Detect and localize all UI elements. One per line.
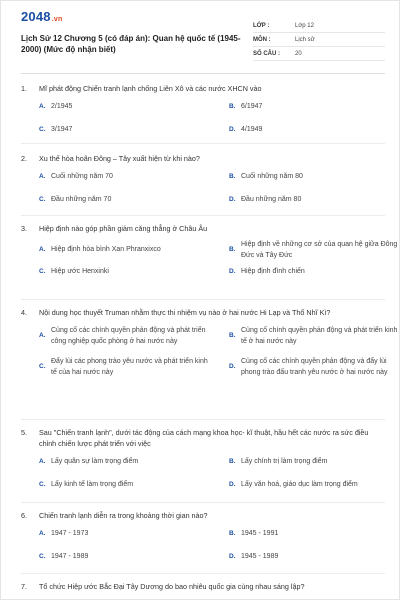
option-text: Củng cố các chính quyền phản động và phát triển công nghiệp quốc phòng ở hai nước này xyxy=(51,327,206,345)
meta-row-class xyxy=(253,19,385,33)
option-c[interactable] xyxy=(39,267,211,278)
question-text: Mĩ phát động Chiến tranh lạnh chống Liên Xô và các nước XHCN vào xyxy=(39,84,262,93)
question-number: 1. xyxy=(21,84,27,93)
option-text: Đầu những năm 80 xyxy=(241,195,302,203)
option-letter: A. xyxy=(39,332,46,340)
option-letter: C. xyxy=(39,125,46,133)
question-text: Chiến tranh lạnh diễn ra trong khoảng thời gian nào? xyxy=(39,511,208,520)
options xyxy=(39,326,398,378)
option-letter: D. xyxy=(229,195,236,203)
option-text: 3/1947 xyxy=(51,125,73,133)
option-a[interactable] xyxy=(39,240,211,261)
option-letter: C. xyxy=(39,195,46,203)
meta-value: Lịch sử xyxy=(295,36,315,43)
option-b[interactable] xyxy=(229,457,400,468)
option-letter: D. xyxy=(229,363,236,371)
option-letter: C. xyxy=(39,480,46,488)
question-separator xyxy=(21,215,385,216)
question-separator xyxy=(21,419,385,420)
question-3 xyxy=(21,223,398,278)
logo-suffix: .vn xyxy=(51,16,63,23)
question-text: Hiệp định nào góp phần giảm căng thẳng ở Châu Âu xyxy=(39,224,208,233)
option-letter: D. xyxy=(229,552,236,560)
option-b[interactable] xyxy=(229,240,400,261)
meta-value: Lớp 12 xyxy=(295,22,314,29)
options xyxy=(39,240,398,278)
option-text: 2/1945 xyxy=(51,103,73,110)
question-4 xyxy=(21,307,398,378)
question-text: Tổ chức Hiệp ước Bắc Đại Tây Dương do bao nhiêu quốc gia cùng nhau sáng lập? xyxy=(39,582,305,591)
question-text: Sau "Chiến tranh lạnh", dưới tác động của cách mạng khoa học- kĩ thuật, hầu hết các nước ra sức điều chỉnh chiến lược phát triển với việc xyxy=(39,428,369,448)
header-divider xyxy=(21,73,385,74)
question-number: 4. xyxy=(21,308,27,317)
option-text: Lấy quân sự làm trọng điểm xyxy=(51,458,139,465)
option-b[interactable] xyxy=(229,172,400,183)
option-a[interactable] xyxy=(39,457,211,468)
question-1 xyxy=(21,83,385,135)
option-c[interactable] xyxy=(39,195,211,206)
option-text: 6/1947 xyxy=(241,103,263,110)
options xyxy=(39,102,385,135)
option-text: Hiệp định về những cơ sở của quan hệ giữa Đông Đức và Tây Đức xyxy=(241,241,398,259)
options xyxy=(39,457,385,490)
page-title: Lịch Sử 12 Chương 5 (có đáp án): Quan hệ quốc tế (1945-2000) (Mức độ nhận biết) xyxy=(21,34,241,54)
option-letter: B. xyxy=(229,246,236,254)
option-a[interactable] xyxy=(39,172,211,183)
option-text: Cuối những năm 70 xyxy=(51,173,113,180)
option-text: 1945 - 1989 xyxy=(241,552,279,560)
meta-value: 20 xyxy=(295,50,302,57)
option-letter: D. xyxy=(229,480,236,488)
option-letter: B. xyxy=(229,530,236,537)
option-letter: B. xyxy=(229,103,236,110)
option-text: Hiệp ước Henxinki xyxy=(51,268,109,275)
option-text: Hiệp định hòa bình Xan Phranxixco xyxy=(51,246,161,254)
option-c[interactable] xyxy=(39,125,211,136)
option-d[interactable] xyxy=(229,195,400,206)
meta-key: MÔN : xyxy=(253,36,271,43)
option-text: Lấy chính trị làm trọng điểm xyxy=(241,458,328,465)
option-b[interactable] xyxy=(229,102,400,113)
question-number: 2. xyxy=(21,154,27,163)
meta-key: LỚP : xyxy=(253,22,270,29)
option-text: 1947 - 1973 xyxy=(51,530,89,537)
option-text: Lấy văn hoá, giáo dục làm trọng điểm xyxy=(241,480,358,488)
meta-row-subject xyxy=(253,33,385,47)
exam-meta xyxy=(253,19,385,61)
option-letter: D. xyxy=(229,125,236,133)
option-letter: C. xyxy=(39,363,46,371)
option-text: Củng cố chính quyền phản động và phát triển kinh tế ở hai nước này xyxy=(241,327,398,345)
option-b[interactable] xyxy=(229,326,400,347)
question-7 xyxy=(21,581,385,592)
option-letter: C. xyxy=(39,552,46,560)
question-2 xyxy=(21,153,385,205)
option-c[interactable] xyxy=(39,357,211,378)
question-number: 6. xyxy=(21,511,27,520)
question-separator xyxy=(21,299,385,300)
option-a[interactable] xyxy=(39,102,211,113)
option-c[interactable] xyxy=(39,552,211,563)
option-letter: A. xyxy=(39,173,46,180)
logo-text: 2048 xyxy=(21,9,51,24)
question-number: 5. xyxy=(21,428,27,437)
option-b[interactable] xyxy=(229,529,400,540)
option-c[interactable] xyxy=(39,480,211,491)
option-letter: B. xyxy=(229,458,236,465)
meta-row-count xyxy=(253,47,385,61)
option-text: Đầu những năm 70 xyxy=(51,195,112,203)
question-text: Nội dung học thuyết Truman nhằm thực thi nhiệm vụ nào ở hai nước Hi Lạp và Thổ Nhĩ Kì? xyxy=(39,308,331,317)
option-letter: A. xyxy=(39,246,46,254)
option-text: Lấy kinh tế làm trọng điểm xyxy=(51,480,134,488)
question-6 xyxy=(21,510,385,562)
option-letter: C. xyxy=(39,268,46,275)
option-letter: A. xyxy=(39,458,46,465)
option-text: 4/1949 xyxy=(241,125,263,133)
options xyxy=(39,172,385,205)
option-text: Hiệp định đình chiến xyxy=(241,268,305,275)
option-a[interactable] xyxy=(39,529,211,540)
options xyxy=(39,529,385,562)
option-a[interactable] xyxy=(39,326,211,347)
option-text: 1947 - 1989 xyxy=(51,552,89,560)
question-text: Xu thế hòa hoãn Đông – Tây xuất hiện từ khi nào? xyxy=(39,154,200,163)
question-separator xyxy=(21,143,385,144)
option-d[interactable] xyxy=(229,480,400,491)
option-d[interactable] xyxy=(229,357,400,378)
option-letter: A. xyxy=(39,530,46,537)
question-5 xyxy=(21,427,385,490)
option-d[interactable] xyxy=(229,125,400,136)
option-text: 1945 - 1991 xyxy=(241,530,279,537)
option-text: Củng cố các chính quyền phản động và đẩy lùi phong trào đấu tranh yêu nước ở hai nước này xyxy=(241,358,388,376)
option-letter: B. xyxy=(229,332,236,340)
question-separator xyxy=(21,573,385,574)
header xyxy=(21,9,385,69)
meta-key: SỐ CÂU : xyxy=(253,50,280,57)
question-number: 7. xyxy=(21,582,27,591)
option-text: Cuối những năm 80 xyxy=(241,173,303,180)
option-d[interactable] xyxy=(229,552,400,563)
option-text: Đẩy lùi các phong trào yêu nước và phát triển kinh tế của hai nước này xyxy=(51,358,208,376)
question-number: 3. xyxy=(21,224,27,233)
option-letter: A. xyxy=(39,103,46,110)
question-separator xyxy=(21,502,385,503)
option-letter: D. xyxy=(229,268,236,275)
option-letter: B. xyxy=(229,173,236,180)
option-d[interactable] xyxy=(229,267,400,278)
